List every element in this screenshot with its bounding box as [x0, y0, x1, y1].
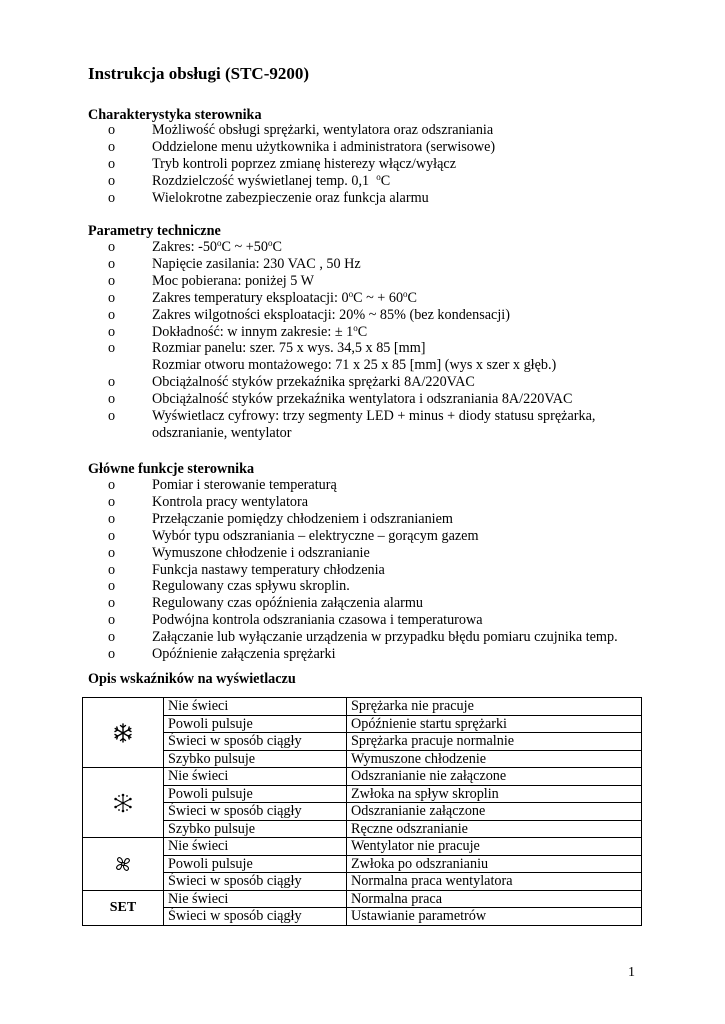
- fan-icon: [83, 856, 163, 872]
- list-item: o Funkcja nastawy temperatury chłodzenia: [108, 561, 385, 578]
- list-item: o Obciążalność styków przekaźnika wentylatora i odszraniania 8A/220VAC: [108, 391, 573, 408]
- functions-list: [0, 477, 618, 663]
- bullet-marker: o: [108, 172, 116, 189]
- table-row: Świeci w sposób ciągły Sprężarka pracuje normalnie: [83, 733, 642, 751]
- bullet-marker: o: [108, 323, 116, 340]
- bullet-marker: o: [108, 239, 116, 255]
- bullet-marker: o: [108, 612, 116, 629]
- bullet-marker: o: [108, 646, 116, 663]
- bullet-marker: o: [108, 544, 116, 561]
- snowflake-icon: [83, 723, 163, 743]
- indicator-cell-set: [83, 890, 164, 925]
- list-item: o Zakres wilgotności eksploatacji: 20% ~ 85% (bez kondensacji): [108, 306, 510, 323]
- bullet-marker: o: [108, 477, 116, 493]
- list-item: o Tryb kontroli poprzez zmianę histerezy włącz/wyłącz: [108, 155, 456, 172]
- list-item: o Wyświetlacz cyfrowy: trzy segmenty LED + minus + diody statusu sprężarka, odszranianie, wentylator: [108, 408, 596, 441]
- list-item: o Przełączanie pomiędzy chłodzeniem i odszranianiem: [108, 510, 453, 527]
- list-item: o Podwójna kontrola odszraniania czasowa i temperaturowa: [108, 612, 483, 629]
- section-heading-params: Parametry techniczne: [88, 223, 221, 239]
- bullet-marker: o: [108, 289, 116, 306]
- list-item: o Moc pobierana: poniżej 5 W: [108, 272, 315, 289]
- bullet-marker: o: [108, 155, 116, 172]
- bullet-marker: o: [108, 510, 116, 527]
- list-item: o Załączanie lub wyłączanie urządzenia w przypadku błędu pomiaru czujnika temp.: [108, 629, 618, 646]
- table-row: Świeci w sposób ciągły Ustawianie parametrów: [83, 908, 642, 926]
- bullet-marker: o: [108, 578, 116, 595]
- list-item: o Wybór typu odszraniania – elektryczne – gorącym gazem: [108, 527, 479, 544]
- section-heading-indicators: Opis wskaźników na wyświetlaczu: [88, 671, 296, 687]
- bullet-marker: o: [108, 255, 116, 272]
- list-item: o Wielokrotne zabezpieczenie oraz funkcja alarmu: [108, 189, 429, 206]
- indicators-table: [82, 697, 642, 926]
- bullet-marker: o: [108, 138, 116, 155]
- set-label: SET: [109, 900, 137, 915]
- list-item: o Wymuszone chłodzenie i odszranianie: [108, 544, 370, 561]
- list-item: o Napięcie zasilania: 230 VAC , 50 Hz: [108, 255, 361, 272]
- characteristics-list: [0, 122, 495, 207]
- bullet-marker: o: [108, 561, 116, 578]
- bullet-marker: o: [108, 189, 116, 206]
- table-row: Szybko pulsuje Wymuszone chłodzenie: [83, 750, 642, 768]
- bullet-marker: o: [108, 306, 116, 323]
- table-row: Powoli pulsuje Zwłoka po odszranianiu: [83, 855, 642, 873]
- bullet-marker: o: [108, 629, 116, 646]
- bullet-marker: o: [108, 340, 116, 357]
- document-title: Instrukcja obsługi (STC-9200): [88, 64, 310, 83]
- table-row: Nie świeci Sprężarka nie pracuje: [83, 698, 642, 716]
- bullet-marker: o: [108, 527, 116, 544]
- bullet-marker: o: [108, 391, 116, 408]
- bullet-marker: o: [108, 408, 116, 425]
- list-item: o Rozmiar panelu: szer. 75 x wys. 34,5 x 85 [mm] Rozmiar otworu montażowego: 71 x 25 x 85 [mm] (wys x szer x głęb.): [108, 340, 557, 374]
- table-row: Powoli pulsuje Opóźnienie startu sprężarki: [83, 715, 642, 733]
- indicator-cell-compressor: [83, 698, 164, 768]
- table-row: Szybko pulsuje Ręczne odszranianie: [83, 820, 642, 838]
- list-item: o Możliwość obsługi sprężarki, wentylatora oraz odszraniania: [108, 122, 494, 138]
- section-heading-characteristics: Charakterystyka sterownika: [88, 107, 262, 123]
- table-row: Nie świeci Odszranianie nie załączone: [83, 768, 642, 786]
- table-row: SET Nie świeci Normalna praca: [83, 890, 642, 908]
- table-row: Nie świeci Wentylator nie pracuje: [83, 838, 642, 856]
- bullet-marker: o: [108, 595, 116, 612]
- list-item: o Regulowany czas opóźnienia załączenia alarmu: [108, 595, 424, 612]
- list-item: o Obciążalność styków przekaźnika sprężarki 8A/220VAC: [108, 374, 475, 391]
- page-number: 1: [628, 965, 635, 980]
- list-item: o Oddzielone menu użytkownika i administratora (serwisowe): [108, 138, 496, 155]
- list-item: o Opóźnienie załączenia sprężarki: [108, 646, 336, 663]
- bullet-marker: o: [108, 272, 116, 289]
- list-item: o Dokładność: w innym zakresie: ± $1^oC$: [108, 322, 368, 340]
- params-list: [0, 239, 595, 442]
- list-item: o Rozdzielczość wyświetlanej temp. 0,1 $^o$C: [108, 171, 391, 189]
- table-row: Świeci w sposób ciągły Odszranianie załączone: [83, 803, 642, 821]
- bullet-marker: o: [108, 122, 116, 138]
- bullet-marker: o: [108, 493, 116, 510]
- list-item: o Pomiar i sterowanie temperaturą: [108, 477, 337, 493]
- table-row: Powoli pulsuje Zwłoka na spływ skroplin: [83, 785, 642, 803]
- list-item: o Regulowany czas spływu skroplin.: [108, 578, 350, 595]
- list-item: o Zakres temperatury eksploatacji: 0$^o$C ~ + $60^oC$: [108, 288, 418, 306]
- list-item: o Kontrola pracy wentylatora: [108, 493, 309, 510]
- table-row: Świeci w sposób ciągły Normalna praca wentylatora: [83, 873, 642, 891]
- defrost-icon: [83, 793, 163, 813]
- list-item: o Zakres: -50$^o$C ~ $+50^oC$: [108, 238, 282, 255]
- section-heading-functions: Główne funkcje sterownika: [88, 461, 255, 477]
- indicator-cell-fan: [83, 838, 164, 891]
- indicator-cell-defrost: [83, 768, 164, 838]
- bullet-marker: o: [108, 374, 116, 391]
